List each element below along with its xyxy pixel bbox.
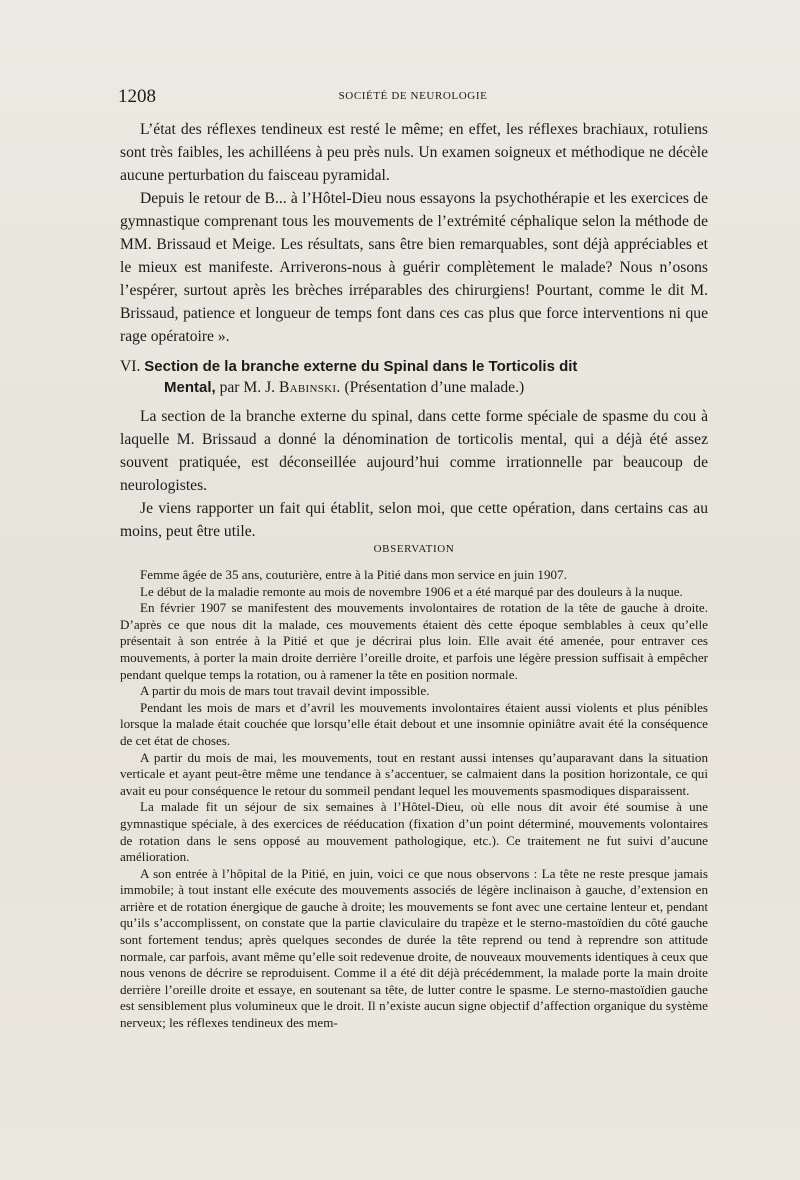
section-title-bold: Section de la branche externe du Spinal dans le Torticolis dit <box>144 358 578 375</box>
paragraph: Le début de la maladie remonte au mois de novembre 1906 et a été marqué par des douleurs à la nuque. <box>140 583 683 599</box>
section-title <box>120 356 708 398</box>
running-head <box>118 86 708 110</box>
intro-text <box>120 118 708 348</box>
paragraph: A partir du mois de mars tout travail devint impossible. <box>140 683 430 699</box>
paragraph: La malade fit un séjour de six semaines à l’Hôtel-Dieu, où elle nous dit avoir été soumise à une gymnastique spéciale, à des exercices de rééducation (fixation d’un point déterminé, mouvements volontaires de rotation dans le sens opposé au mouvement pathologique, etc.). Ce traitement ne fut suivi d’aucune amélioration. <box>120 799 708 865</box>
paragraph: A son entrée à l’hôpital de la Pitié, en juin, voici ce que nous observons : La tête ne reste presque jamais immobile; à tout instant elle exécute des mouvements associés de légère inclinaison à gauche, d’extension en arrière et de rotation énergique de gauche à droite; les mouvements se font avec une certaine lenteur et, pendant qu’ils s’accomplissent, on constate que la partie claviculaire du trapèze et le sterno-mastoïdien du côté gauche sont fortement tendus; après quelques secondes de durée la tête reprend ou tend à reprendre son attitude normale, car parfois, avant même qu’elle soit redevenue droite, de nouveaux mouvements identiques à ceux que nous venons de décrire se reproduisent. Comme il a été dit déjà précédemment, la malade porte la main droite derrière l’oreille droite et essaye, en soutenant sa tête, de lutter contre le spasme. Le sterno-mastoïdien gauche est sensiblement plus volumineux que le droit. Il n’existe aucun signe objectif d’affection organique du système nerveux; les réflexes tendineux des mem- <box>120 865 708 1031</box>
paragraph: L’état des réflexes tendineux est resté le même; en effet, les réflexes brachiaux, rotuliens sont très faibles, les achilléens à peu près nuls. Un examen soigneux et méthodique ne décèle aucune perturbation du faisceau pyramidal. <box>120 121 708 184</box>
section-number: VI. <box>120 358 141 375</box>
paragraph: A partir du mois de mai, les mouvements, tout en restant aussi intenses qu’auparavant dans la situation verticale et ayant peut-être même une tendance à s’accentuer, se calmaient dans la position horizontale, ce qui avait eu pour conséquence le retour du sommeil pendant lequel les mouvements spasmodiques disparaissent. <box>120 749 708 798</box>
observation-heading: OBSERVATION <box>373 543 455 555</box>
paragraph: Pendant les mois de mars et d’avril les mouvements involontaires étaient aussi violents et plus pénibles lorsque la malade était couchée que lorsqu’elle était debout et une insomnie opiniâtre avait été la conséquence de cet état de choses. <box>120 699 708 748</box>
paragraph: Je viens rapporter un fait qui établit, selon moi, que cette opération, dans certains cas au moins, peut être utile. <box>120 500 708 540</box>
author-name: Babinski. <box>278 379 341 396</box>
page-number: 1208 <box>118 86 156 107</box>
section-title-bold-2: Mental, <box>164 379 216 396</box>
paragraph: En février 1907 se manifestent des mouvements involontaires de rotation de la tête de gauche à droite. D’après ce que nous dit la malade, ces mouvements étaient dès cette époque semblables à ceux qu’elle présentait à son entrée à la Pitié et que je décrirai plus loin. Elle avait été amenée, pour entraver ces mouvements, à porter la main droite derrière l’oreille droite, et parfois une légère pression suffisait à empêcher pendant quelque temps la rotation, ou à ramener la tête en position normale. <box>120 600 708 682</box>
paragraph: Depuis le retour de B... à l’Hôtel-Dieu nous essayons la psychothérapie et les exercices de gymnastique comprenant tous les mouvements de l’extrémité céphalique selon la méthode de MM. Brissaud et Meige. Les résultats, sans être bien remarquables, sont déjà appréciables et le mieux est manifeste. Arriverons-nous à guérir complètement le malade? Nous n’osons l’espérer, surtout après les brèches irréparables des chirurgiens! Pourtant, comme le dit M. Brissaud, patience et longueur de temps font dans ces cas plus que force interventions ni que rage opératoire ». <box>120 190 708 345</box>
paragraph: Femme âgée de 35 ans, couturière, entre à la Pitié dans mon service en juin 1907. <box>140 567 567 582</box>
running-title: SOCIÉTÉ DE NEUROLOGIE <box>338 90 488 102</box>
section-title-line2 <box>120 377 708 398</box>
author-prefix: par M. J. <box>219 379 276 396</box>
paragraph: La section de la branche externe du spinal, dans cette forme spéciale de spasme du cou à laquelle M. Brissaud a donné la dénomination de torticolis mental, qui a déjà été assez souvent pratiquée, est déconseillée aujourd’hui comme irrationnelle par beaucoup de neurologistes. <box>120 408 708 494</box>
section-note: (Présentation d’une malade.) <box>344 379 525 396</box>
section-text <box>120 405 708 543</box>
observation-text <box>120 567 708 1032</box>
